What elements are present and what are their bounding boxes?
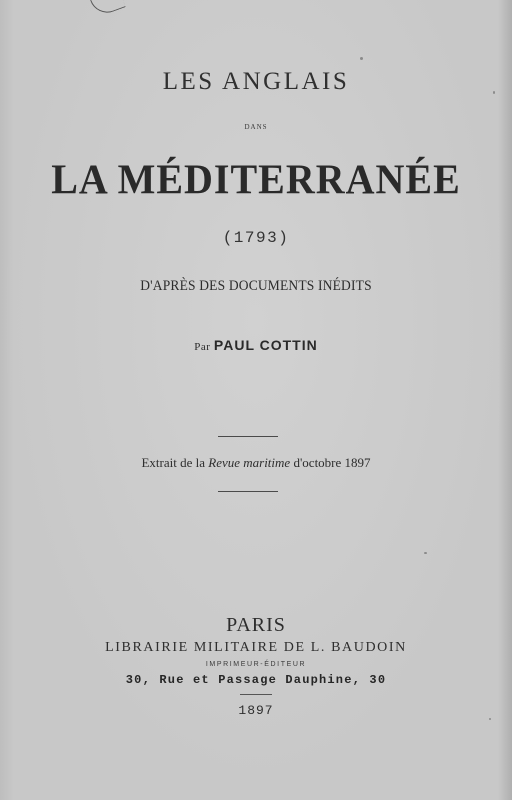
- pen-mark: [89, 0, 125, 18]
- imprint-address: 30, Rue et Passage Dauphine, 30: [125, 673, 387, 687]
- imprint-year: 1897: [238, 703, 274, 718]
- divider-bottom: [218, 491, 278, 492]
- extract-note: [0, 455, 512, 471]
- paper-speck: [424, 552, 427, 554]
- imprint-printer: IMPRIMEUR-ÉDITEUR: [205, 661, 307, 668]
- journal-title: Revue maritime: [208, 455, 291, 470]
- title-connector: DANS: [244, 123, 268, 131]
- author-prefix: Par: [194, 341, 211, 353]
- paper-speck: [489, 718, 491, 720]
- author-line: [0, 337, 512, 355]
- imprint-city: PARIS: [226, 614, 286, 636]
- subtitle: D'APRÈS DES DOCUMENTS INÉDITS: [140, 278, 372, 294]
- extract-text-before: Extrait de la: [141, 455, 209, 470]
- imprint-publisher: LIBRAIRIE MILITAIRE DE L. BAUDOIN: [105, 640, 407, 655]
- date-in-parentheses: (1793): [222, 229, 290, 247]
- extract-text-after: d'octobre 1897: [290, 455, 371, 470]
- title-line-2: LA MÉDITERRANÉE: [51, 155, 461, 204]
- author-name: PAUL COTTIN: [213, 337, 318, 353]
- imprint-divider: [240, 694, 272, 695]
- paper-speck: [360, 57, 363, 60]
- divider-top: [218, 436, 278, 437]
- title-line-1: LES ANGLAIS: [162, 68, 350, 95]
